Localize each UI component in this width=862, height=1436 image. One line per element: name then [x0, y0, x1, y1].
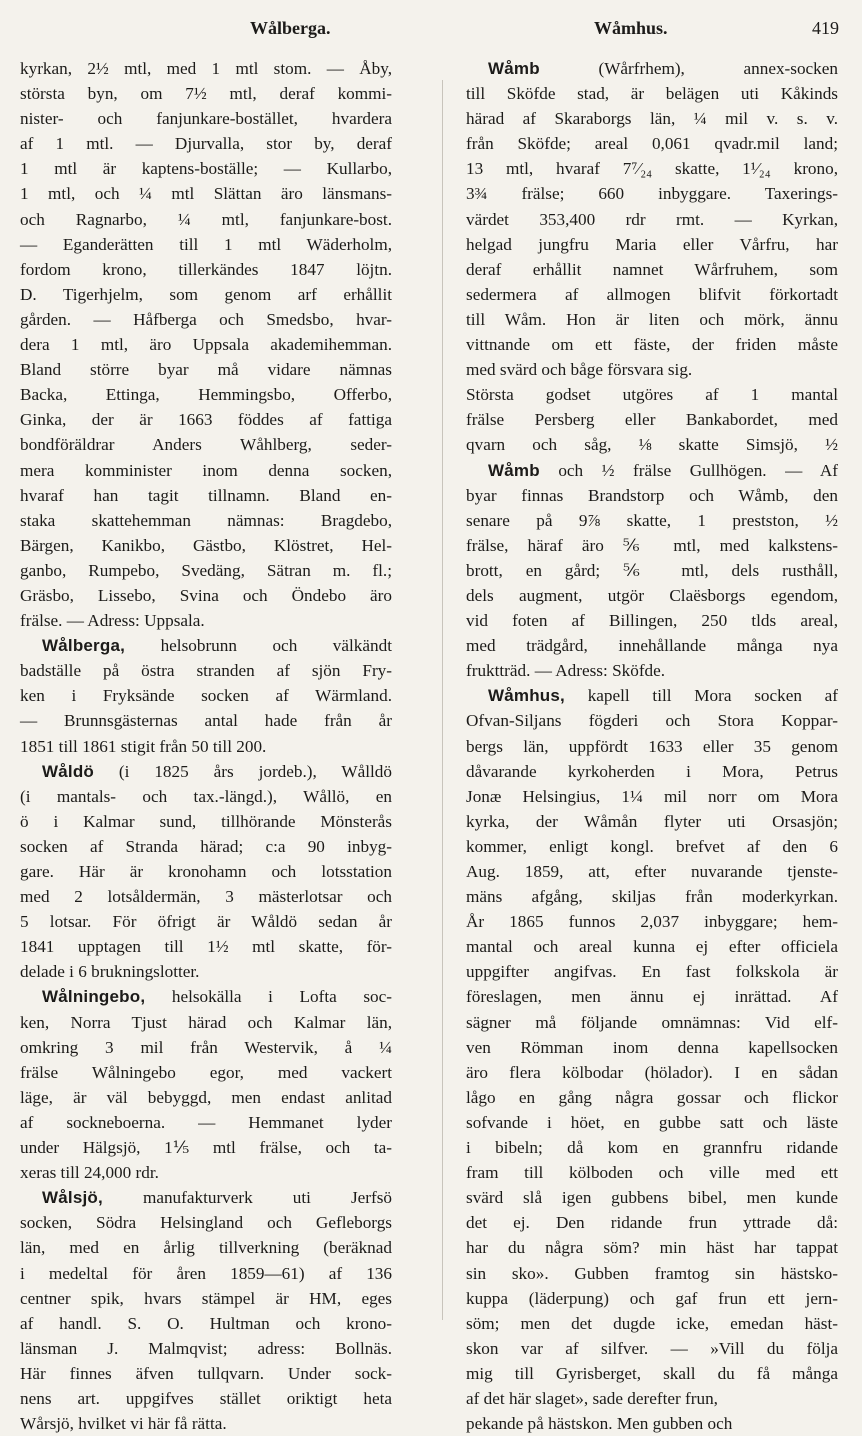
text-line: Wåmb (Wårfrhem), annex-socken [488, 59, 838, 78]
text-line: Wålningebo, helsokälla i Lofta soc- [42, 987, 392, 1007]
text-line: dåvarande kyrkoherden i Mora, Petrus [466, 761, 838, 781]
text-line: staka skattehemman nämnas: Bragdebo, [20, 510, 392, 530]
text-line: bondföräldrar Anders Wåhlberg, seder- [20, 435, 392, 455]
text-line: — Brunnsgästernas antal hade från år [20, 711, 392, 731]
text-line: 1 mtl är kaptens-boställe; — Kullarbo, [20, 159, 392, 179]
text-line: med 2 lotsåldermän, 3 mästerlotsar och [20, 887, 392, 907]
text-line: mera komminister inom denna socken, [20, 460, 392, 480]
text-line: mantal och areal kunna ej efter officiela [466, 937, 838, 957]
text-line: bergs län, uppfördt 1633 eller 35 genom [466, 736, 838, 756]
text-line: gare. Här är kronohamn och lotsstation [20, 862, 392, 881]
text-line: Ofvan-Siljans fögderi och Stora Koppar- [466, 711, 838, 731]
text-line: qvarn och såg, ⅛ skatte Simsjö, ½ [466, 435, 838, 455]
text-line: Backa, Ettinga, Hemmingsbo, Offerbo, [20, 385, 392, 405]
text-line: dera 1 mtl, äro Uppsala akademihemman. [20, 335, 392, 355]
entry-headword: Wålningebo, [42, 987, 146, 1007]
text-line: År 1865 funnos 2,037 inbyggare; hem- [466, 912, 838, 932]
text-line: Jonæ Helsingius, 1¼ mil norr om Mora [466, 786, 838, 806]
text-line: af det här slaget», sade derefter frun, [466, 1388, 718, 1408]
text-line: brott, en gård; ⅚ mtl, dels rusthåll, [466, 560, 838, 580]
text-line: fram till kölboden och ville med ett [466, 1163, 838, 1183]
right-text-column [466, 56, 838, 1436]
text-line: af sockneboerna. — Hemmanet lyder [20, 1112, 392, 1132]
text-line: största byn, om 7½ mtl, deraf kommi- [20, 84, 392, 104]
text-line: Här finnes äfven tullqvarn. Under sock- [20, 1363, 392, 1383]
text-line: fruktträd. — Adress: Sköfde. [466, 661, 666, 681]
text-line: sägner må följande omnämnas: Vid elf- [466, 1012, 838, 1032]
text-line: i bibeln; då kom en grannfru ridande [466, 1138, 838, 1158]
text-line: helgad jungfru Maria eller Vårfru, har [466, 234, 838, 254]
text-line: byar finnas Brandstorp och Wåmb, den [466, 485, 838, 505]
text-line: frälse. — Adress: Uppsala. [20, 611, 205, 631]
text-line: föreslagen, men ännu ej inrättad. Af [466, 987, 838, 1007]
running-head-right [594, 18, 839, 46]
text-line: deraf erhållit namnet Wårfruhem, som [466, 259, 838, 279]
text-line: Bland större byar må vidare nämnas [20, 360, 392, 380]
text-line: vittnande om ett fäste, der friden måste [466, 335, 838, 355]
text-line: dels augment, utgör Claësborgs egendom, [466, 585, 838, 605]
text-line: mig till Gyrisberget, skall du få många [466, 1363, 838, 1383]
text-line: ganbo, Rumpebo, Svedäng, Sätran m. fl.; [20, 560, 392, 580]
text-line: kommer, enligt kongl. brefvet af den 6 [466, 836, 838, 856]
text-line: värdet 353,400 rdr rmt. — Kyrkan, [466, 209, 838, 229]
text-line: af handl. S. O. Hultman och krono- [20, 1313, 392, 1333]
text-line: Bärgen, Kanikbo, Gästbo, Klöstret, Hel- [20, 535, 392, 555]
entry-headword: Wåmb [488, 460, 540, 480]
text-line: i medeltal för åren 1859—61) af 136 [20, 1263, 392, 1283]
text-line: centner spik, hvars stämpel är HM, eges [20, 1288, 392, 1308]
text-line: frälse Persberg eller Bankabordet, med [466, 410, 838, 430]
text-line: sofvande i höet, en gubbe satt och läste [466, 1112, 838, 1132]
text-line: frälse Wålningebo egor, med vackert [20, 1062, 392, 1082]
text-line: Ginka, der är 1663 föddes af fattiga [20, 410, 392, 430]
text-line: till Sköfde stad, är belägen uti Kåkinds [466, 84, 838, 104]
text-line: Gräsbo, Lissebo, Svina och Öndebo äro [20, 585, 392, 605]
text-line: frälse, häraf äro ⅚ mtl, med kalkstens- [466, 535, 838, 555]
text-line: fordom krono, tillerkändes 1847 löjtn. [20, 259, 392, 279]
text-line: ken, Norra Tjust härad och Kalmar län, [20, 1012, 392, 1032]
text-line: socken af Stranda härad; c:a 90 inbyg- [20, 836, 392, 856]
text-line: ven Römman inom denna kapellsocken [466, 1037, 838, 1057]
text-line: från Sköfde; areal 0,061 qvadr.mil land; [466, 134, 838, 154]
text-line: uppgifter angifvas. En fast folkskola är [466, 962, 838, 982]
text-line: äro flera kölbodar (hölador). I en sådan [466, 1062, 838, 1082]
text-line: hvaraf han tagit tillnamn. Bland en- [20, 485, 392, 505]
text-line: D. Tigerhjelm, som genom arf erhållit [20, 284, 392, 304]
text-line: till Wåm. Hon är liten och mörk, ännu [466, 309, 838, 329]
text-line: gården. — Håfberga och Smedsbo, hvar- [20, 309, 392, 329]
column-divider [442, 80, 443, 1320]
running-head-left: Wålberga. [250, 18, 331, 38]
entry-headword: Wåldö [42, 761, 94, 781]
running-head-right-title: Wåmhus. [594, 18, 668, 38]
text-line: det ej. Den ridande frun yttrade då: [466, 1213, 838, 1233]
text-line: skon var af silfver. — »Vill du följa [466, 1338, 838, 1358]
text-line: Wåmhus, kapell till Mora socken af [488, 686, 838, 706]
text-line: län, med en årlig tillverkning (beräknad [20, 1238, 392, 1258]
text-line: Wålberga, helsobrunn och välkändt [42, 636, 392, 656]
text-line: kyrka, der Wåmån flyter uti Orsasjön; [466, 811, 838, 831]
entry-headword: Wåmhus, [488, 686, 565, 706]
entry-headword: Wåmb [488, 59, 540, 78]
text-line: delade i 6 brukningslotter. [20, 962, 200, 982]
text-line: under Hälgsjö, 1⅕ mtl frälse, och ta- [20, 1138, 392, 1158]
left-text-column [20, 56, 392, 1436]
text-line: svärd slå igen gubbens bibel, men kunde [466, 1188, 838, 1208]
text-line: har du några söm? min häst har tappat [466, 1238, 838, 1258]
text-line: nister- och fanjunkare-bostället, hvardera [20, 109, 392, 129]
text-line: kuppa (läderpung) och gaf frun ett jern- [466, 1288, 838, 1308]
entry-headword: Wålsjö, [42, 1188, 103, 1208]
text-line: kyrkan, 2½ mtl, med 1 mtl stom. — Åby, [20, 59, 392, 78]
entry-headword: Wålberga, [42, 636, 126, 656]
text-line: sedermera af allmogen blifvit förkortadt [466, 284, 838, 304]
text-line: Wålsjö, manufakturverk uti Jerfsö [42, 1188, 392, 1208]
text-line: omkring 3 mil från Westervik, å ¼ [20, 1037, 392, 1057]
text-line: ö i Kalmar sund, tillhörande Mönsterås [20, 811, 392, 831]
text-line: med trädgård, innehållande många nya [466, 636, 838, 656]
text-line: af 1 mtl. — Djurvalla, stor by, deraf [20, 134, 392, 154]
text-line: lågo en gång några gossar och flickor [466, 1087, 838, 1107]
text-line: 1851 till 1861 stigit från 50 till 200. [20, 736, 267, 756]
text-line: 5 lotsar. För öfrigt är Wåldö sedan år [20, 912, 392, 932]
page-number: 419 [812, 18, 839, 38]
text-line: pekande på hästskon. Men gubben och [466, 1414, 733, 1434]
text-line: 1841 upptagen till 1½ mtl skatte, för- [20, 937, 392, 957]
text-line: härad af Skaraborgs län, ¼ mil v. s. v. [466, 109, 838, 129]
text-line: Största godset utgöres af 1 mantal [466, 385, 838, 405]
text-line: sin sko». Gubben framtog sin hästsko- [466, 1263, 838, 1283]
text-line: 3¾ frälse; 660 inbyggare. Taxerings- [466, 184, 838, 204]
text-line: Aug. 1859, att, efter nuvarande tjenste- [466, 862, 838, 881]
text-line: socken, Södra Helsingland och Gefleborgs [20, 1213, 392, 1233]
text-line: nens art. uppgifves stället oriktigt heta [20, 1388, 392, 1408]
text-line: 13 mtl, hvaraf 7⁷⁄₂₄ skatte, 1¹⁄₂₄ krono, [466, 159, 838, 179]
text-line: Wåldö (i 1825 års jordeb.), Wålldö [42, 761, 392, 781]
text-line: Wåmb och ½ frälse Gullhögen. — Af [488, 460, 838, 480]
text-line: — Eganderätten till 1 mtl Wäderholm, [20, 234, 392, 254]
text-line: xeras till 24,000 rdr. [20, 1163, 159, 1183]
text-line: länsman J. Malmqvist; adress: Bollnäs. [20, 1338, 392, 1358]
text-line: senare på 9⅞ skatte, 1 prestston, ½ [466, 510, 838, 530]
text-line: vid foten af Billingen, 250 tlds areal, [466, 611, 838, 631]
text-line: badställe på östra stranden af sjön Fry- [20, 661, 392, 681]
text-line: läge, är väl bebyggd, men endast anlitad [20, 1087, 392, 1107]
text-line: med svärd och båge försvara sig. [466, 360, 693, 380]
text-line: (i mantals- och tax.-längd.), Wållö, en [20, 786, 392, 806]
text-line: och Ragnarbo, ¼ mtl, fanjunkare-bost. [20, 209, 392, 229]
text-line: Wårsjö, hvilket vi här få rätta. [20, 1414, 227, 1434]
text-line: 1 mtl, och ¼ mtl Slättan äro länsmans- [20, 184, 392, 204]
text-line: söm; men det dugde icke, emedan häst- [466, 1313, 838, 1333]
text-line: ken i Fryksände socken af Wärmland. [20, 686, 392, 706]
text-line: mäns afgång, skiljas från moderkyrkan. [466, 887, 838, 907]
